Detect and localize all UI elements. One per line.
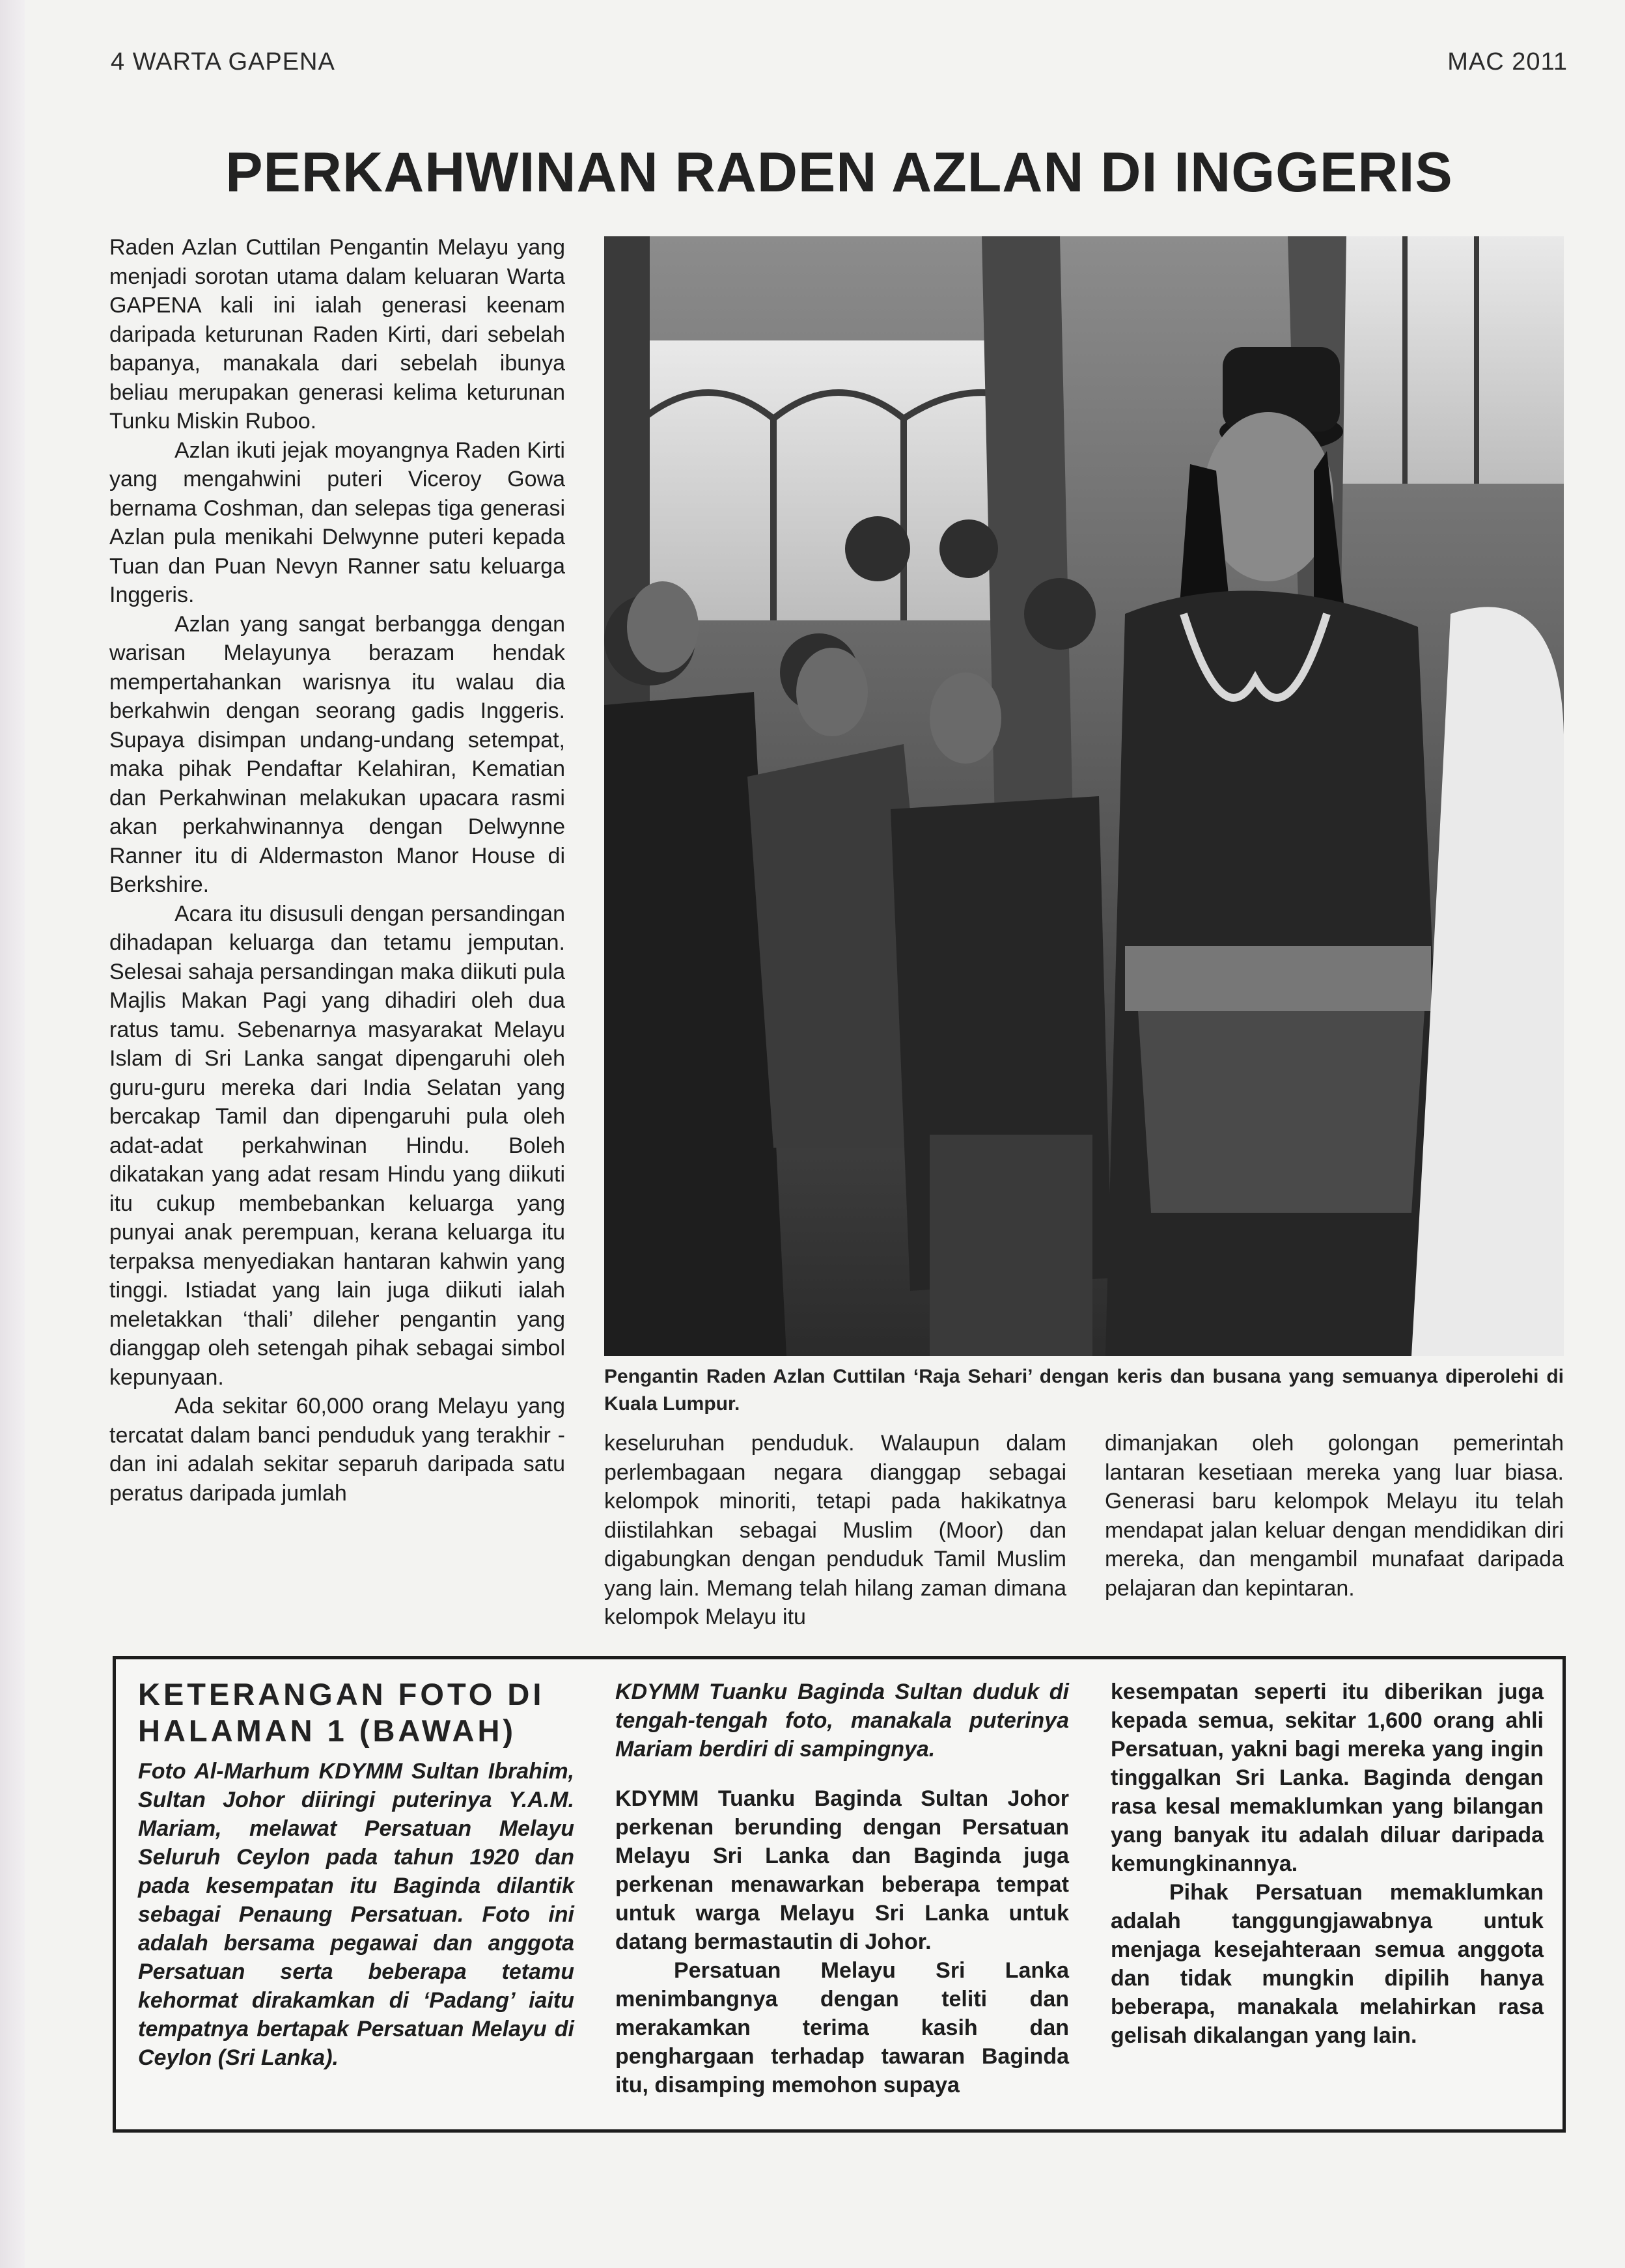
publication-label: 4 WARTA GAPENA <box>111 48 335 76</box>
article-paragraph: Azlan ikuti jejak moyangnya Raden Kirti yang mengahwini puteri Viceroy Gowa bernama Coshman, dan selepas tiga generasi Azlan pula menikahi Delwynne puteri kepada Tuan dan Puan Nevyn Ranner satu keluarga Inggeris. <box>109 437 565 607</box>
box-column-3 <box>1111 1678 1544 2050</box>
box-column-2 <box>615 1678 1069 2099</box>
photo-caption: Pengantin Raden Azlan Cuttilan ‘Raja Sehari’ dengan keris dan busana yang semuanya diperolehi di Kuala Lumpur. <box>604 1366 1564 1415</box>
page-edge <box>0 0 25 2268</box>
article-paragraph: Raden Azlan Cuttilan Pengantin Melayu yang menjadi sorotan utama dalam keluaran Warta GAPENA kali ini ialah generasi keenam daripada keturunan Raden Kirti, dari sebelah bapanya, manakala dari sebelah ibunya beliau merupakan generasi kelima keturunan Tunku Miskin Ruboo. <box>109 235 565 434</box>
box-paragraph: kesempatan seperti itu diberikan juga kepada semua, sekitar 1,600 orang ahli Persatuan, yakni bagi mereka yang ingin tinggalkan Sri Lanka. Baginda dengan rasa kesal memaklumkan yang bilangan yang banyak itu adalah diluar daripada kemungkinannya. <box>1111 1680 1544 1876</box>
wedding-photo <box>604 236 1564 1356</box>
article-paragraph: Acara itu disusuli dengan persandingan dihadapan keluarga dan tetamu jemputan. Selesai sahaja persandingan maka diikuti pula Majlis Makan Pagi yang dihadiri oleh dua ratus tamu. Sebenarnya masyarakat Melayu Islam di Sri Lanka sangat dipengaruhi oleh guru-guru mereka dari India Selatan yang bercakap Tamil dan dipengaruhi pula oleh adat-adat perkahwinan Hindu. Boleh dikatakan yang adat resam Hindu yang diikuti itu cukup membebankan keluarga yang punyai anak perempuan, kerana keluarga itu terpaksa menyediakan hantaran kahwin yang tinggi. Istiadat yang lain juga diikuti ialah meletakkan ‘thali’ dileher pengantin yang dianggap oleh setengah pihak sebagai simbol kepunyaan. <box>109 901 565 1390</box>
box-column-1 <box>138 1757 574 2072</box>
article-column-1 <box>109 233 565 1633</box>
photo-info-box <box>113 1656 1566 2133</box>
box-paragraph: KDYMM Tuanku Baginda Sultan duduk di tengah-tengah foto, manakala puterinya Mariam berdiri di sampingnya. <box>615 1680 1069 1762</box>
box-paragraph: KDYMM Tuanku Baginda Sultan Johor perkenan berunding dengan Persatuan Melayu Sri Lanka dan Baginda juga perkenan menawarkan beberapa tempat untuk warga Melayu Sri Lanka untuk datang bermastautin di Johor. <box>615 1786 1069 1954</box>
box-title: KETERANGAN FOTO DI HALAMAN 1 (BAWAH) <box>138 1677 545 1748</box>
article-headline: PERKAHWINAN RADEN AZLAN DI INGGERIS <box>225 141 1453 204</box>
box-paragraph: Pihak Persatuan memaklumkan adalah tanggungjawabnya untuk menjaga kesejahteraan semua anggota dan tidak mungkin dipilih hanya beberapa, manakala melahirkan rasa gelisah dikalangan yang lain. <box>1111 1880 1544 2048</box>
article-paragraph: Ada sekitar 60,000 orang Melayu yang tercatat dalam banci penduduk yang terakhir - dan ini adalah sekitar separuh daripada satu peratus daripada jumlah <box>109 1394 565 1506</box>
box-paragraph: Foto Al-Marhum KDYMM Sultan Ibrahim, Sultan Johor diiringi puterinya Y.A.M. Mariam, melawat Persatuan Melayu Seluruh Ceylon pada tahun 1920 dan pada kesempatan itu Baginda dilantik sebagai Penaung Persatuan. Foto ini adalah bersama pegawai dan anggota Persatuan serta beberapa tetamu kehormat dirakamkan di ‘Padang’ iaitu tempatnya bertapak Persatuan Melayu di Ceylon (Sri Lanka). <box>138 1759 574 2070</box>
page-header <box>111 48 1568 87</box>
article-paragraph: Azlan yang sangat berbangga dengan warisan Melayunya berazam hendak mempertahankan warisnya itu walau dia berkahwin dengan seorang gadis Inggeris. Supaya disimpan undang-undang setempat, maka pihak Pendaftar Kelahiran, Kematian dan Perkahwinan melakukan upacara rasmi akan perkahwinannya dengan Delwynne Ranner itu di Aldermaston Manor House di Berkshire. <box>109 611 565 897</box>
article-paragraph: keseluruhan penduduk. Walaupun dalam perlembagaan negara dianggap sebagai kelompok minoriti, tetapi pada hakikatnya diistilahkan sebagai Muslim (Moor) dan digabungkan dengan penduduk Tamil Muslim yang lain. Memang telah hilang zaman dimana kelompok Melayu itu <box>604 1431 1066 1629</box>
article-column-2 <box>604 1429 1066 1644</box>
issue-date: MAC 2011 <box>1447 48 1568 76</box>
article-column-3 <box>1105 1429 1564 1644</box>
article-paragraph: dimanjakan oleh golongan pemerintah lantaran kesetiaan mereka yang luar biasa. Generasi baru kelompok Melayu itu telah mendapat jalan keluar dengan mendidikan diri mereka, dan mengambil munafaat daripada pelajaran dan kepintaran. <box>1105 1431 1564 1601</box>
box-paragraph: Persatuan Melayu Sri Lanka menimbangnya dengan teliti dan merakamkan terima kasih dan penghargaan terhadap tawaran Baginda itu, disamping memohon supaya <box>615 1958 1069 2097</box>
